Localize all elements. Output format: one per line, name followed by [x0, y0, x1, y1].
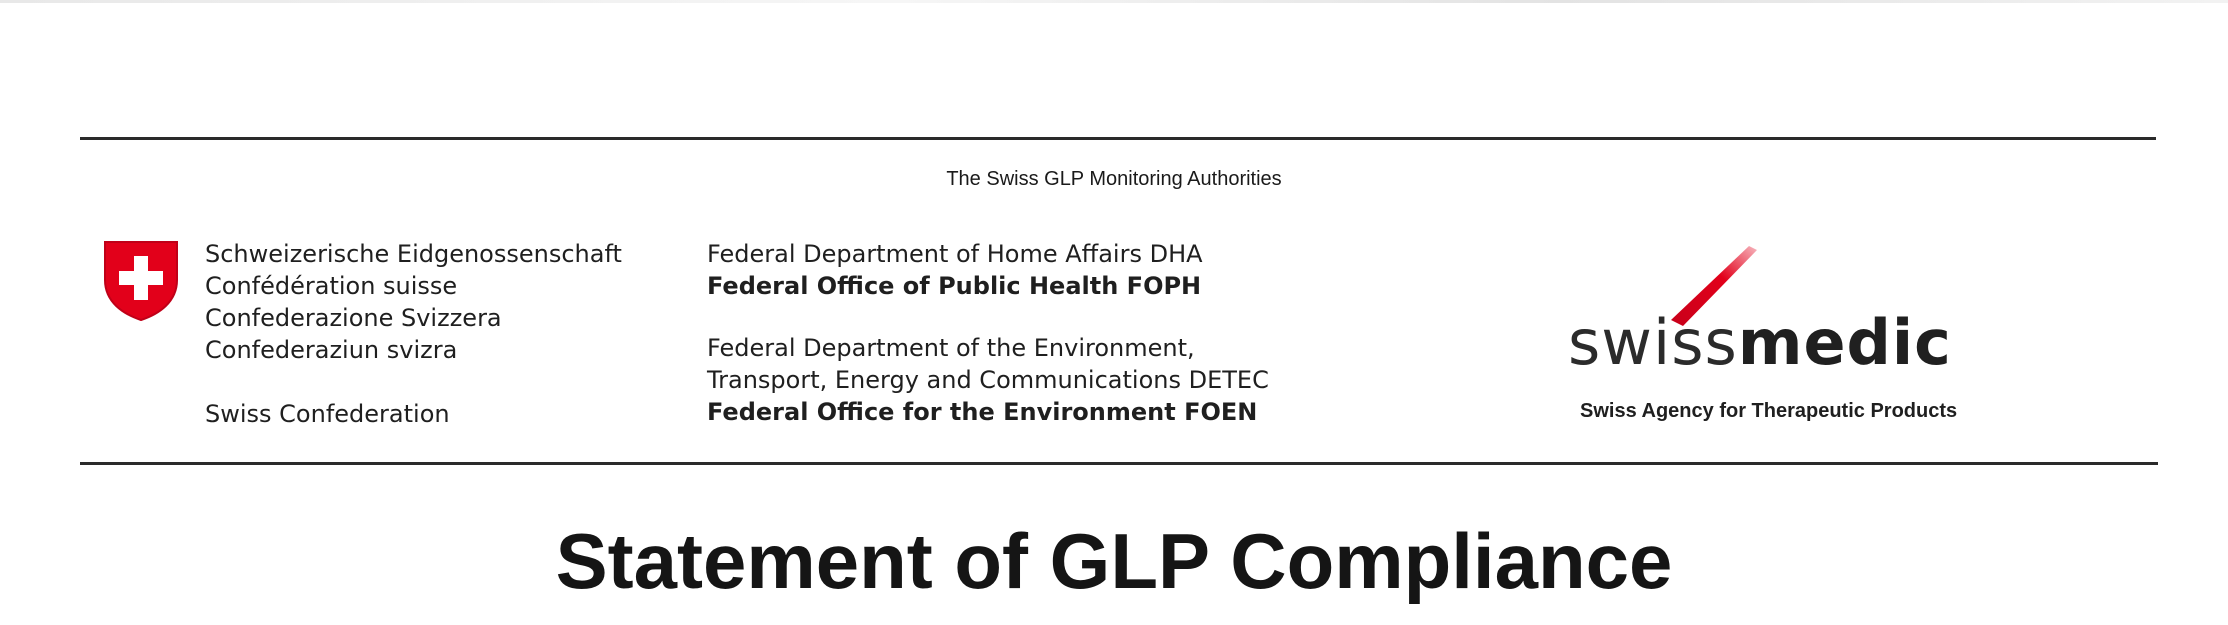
- confederation-name-en: Swiss Confederation: [205, 400, 450, 428]
- office-foph: Federal Office of Public Health FOPH: [707, 272, 1202, 300]
- swissmedic-agency-name: Swiss Agency for Therapeutic Products: [1580, 400, 1958, 422]
- spacer: [707, 302, 1269, 332]
- scan-edge: [0, 0, 2228, 3]
- department-detec-line-1: Federal Department of the Environment,: [707, 334, 1195, 362]
- confederation-name-de: Schweizerische Eidgenossenschaft: [205, 240, 622, 268]
- confederation-name-it: Confederazione Svizzera: [205, 304, 502, 332]
- wordmark-part-3: ss: [1671, 306, 1738, 379]
- confederation-name-fr: Confédération suisse: [205, 272, 458, 300]
- department-dha: Federal Department of Home Affairs DHA: [707, 240, 1203, 268]
- confederation-name-rm: Confederaziun svizra: [205, 336, 458, 364]
- authorities-heading: The Swiss GLP Monitoring Authorities: [946, 168, 1282, 190]
- office-foen: Federal Office for the Environment FOEN: [707, 398, 1258, 426]
- department-detec-line-2: Transport, Energy and Communications DETEC: [707, 366, 1269, 394]
- page-title: Statement of GLP Compliance: [555, 517, 1673, 605]
- wordmark-part-2: i: [1653, 306, 1672, 379]
- header-bottom-rule: [80, 462, 2158, 465]
- swissmedic-wordmark: [1568, 308, 1952, 378]
- swiss-cross-shield-icon: [103, 240, 179, 322]
- wordmark-part-4: medic: [1737, 306, 1952, 379]
- swissmedic-logo: [1568, 244, 2008, 384]
- spacer: [205, 366, 622, 398]
- wordmark-part-1: sw: [1568, 306, 1654, 379]
- header-top-rule: [80, 137, 2156, 140]
- confederation-block: [205, 238, 622, 430]
- departments-block: [707, 238, 1269, 428]
